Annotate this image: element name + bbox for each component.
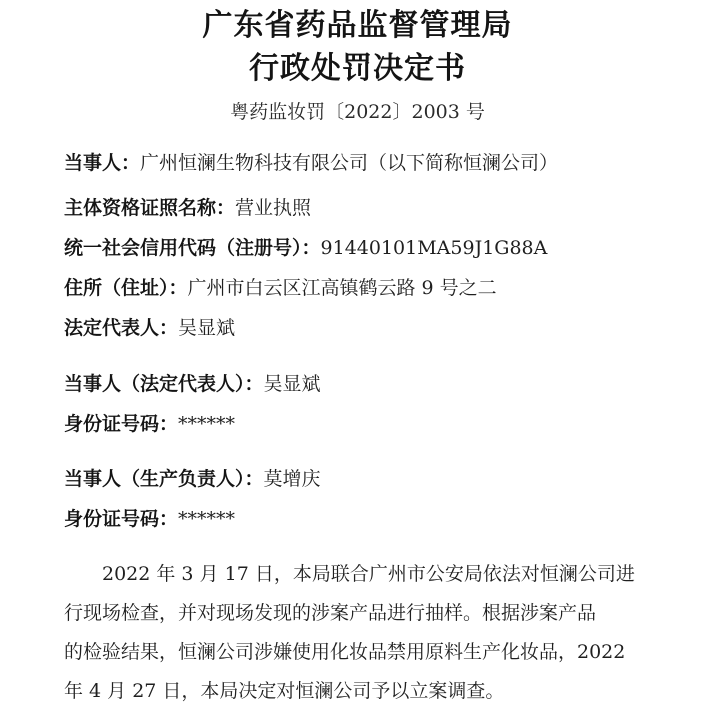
- party-legal-rep-value: 吴显斌: [263, 373, 321, 395]
- address-row: [64, 273, 497, 303]
- body-paragraph-line: 行现场检查，并对现场发现的涉案产品进行抽样。根据涉案产品: [64, 602, 597, 624]
- production-head-id-value: ******: [178, 508, 236, 530]
- legal-representative-value: 吴显斌: [178, 317, 236, 339]
- legal-representative-row: [64, 313, 235, 343]
- issuing-authority-title: 广东省药品监督管理局: [202, 8, 513, 43]
- address-label: 住所（住址）：: [64, 277, 188, 299]
- legal-representative-label: 法定代表人：: [64, 317, 179, 339]
- legal-rep-id-value: ******: [178, 413, 236, 435]
- party-name-value: 广州恒澜生物科技有限公司（以下简称恒澜公司）: [140, 152, 559, 174]
- body-paragraph-line: 2022 年 3 月 17 日，本局联合广州市公安局依法对恒澜公司进: [64, 563, 635, 585]
- party-production-head-row: [64, 464, 321, 494]
- document-type-title: 行政处罚决定书: [249, 51, 466, 86]
- address-value: 广州市白云区江高镇鹤云路 9 号之二: [187, 277, 497, 299]
- credit-code-label: 统一社会信用代码（注册号）：: [64, 237, 321, 259]
- party-legal-rep-label: 当事人（法定代表人）：: [64, 373, 264, 395]
- party-production-head-value: 莫增庆: [263, 468, 321, 490]
- qualification-value: 营业执照: [235, 197, 312, 219]
- credit-code-value: 91440101MA59J1G88A: [320, 237, 548, 259]
- production-head-id-label: 身份证号码：: [64, 508, 179, 530]
- party-name-label: 当事人：: [64, 152, 141, 174]
- party-production-head-label: 当事人（生产负责人）：: [64, 468, 264, 490]
- qualification-label: 主体资格证照名称：: [64, 197, 236, 219]
- legal-rep-id-label: 身份证号码：: [64, 413, 179, 435]
- party-name-row: [64, 148, 558, 178]
- body-paragraph-line: 的检验结果，恒澜公司涉嫌使用化妆品禁用原料生产化妆品，2022: [64, 641, 626, 663]
- body-paragraph-line: 年 4 月 27 日，本局决定对恒澜公司予以立案调查。: [64, 680, 505, 702]
- legal-rep-id-row: [64, 409, 235, 439]
- production-head-id-row: [64, 504, 235, 534]
- qualification-row: [64, 193, 311, 223]
- party-legal-rep-row: [64, 369, 321, 399]
- credit-code-row: [64, 233, 547, 263]
- document-number: 粤药监妆罚〔2022〕2003 号: [230, 101, 485, 123]
